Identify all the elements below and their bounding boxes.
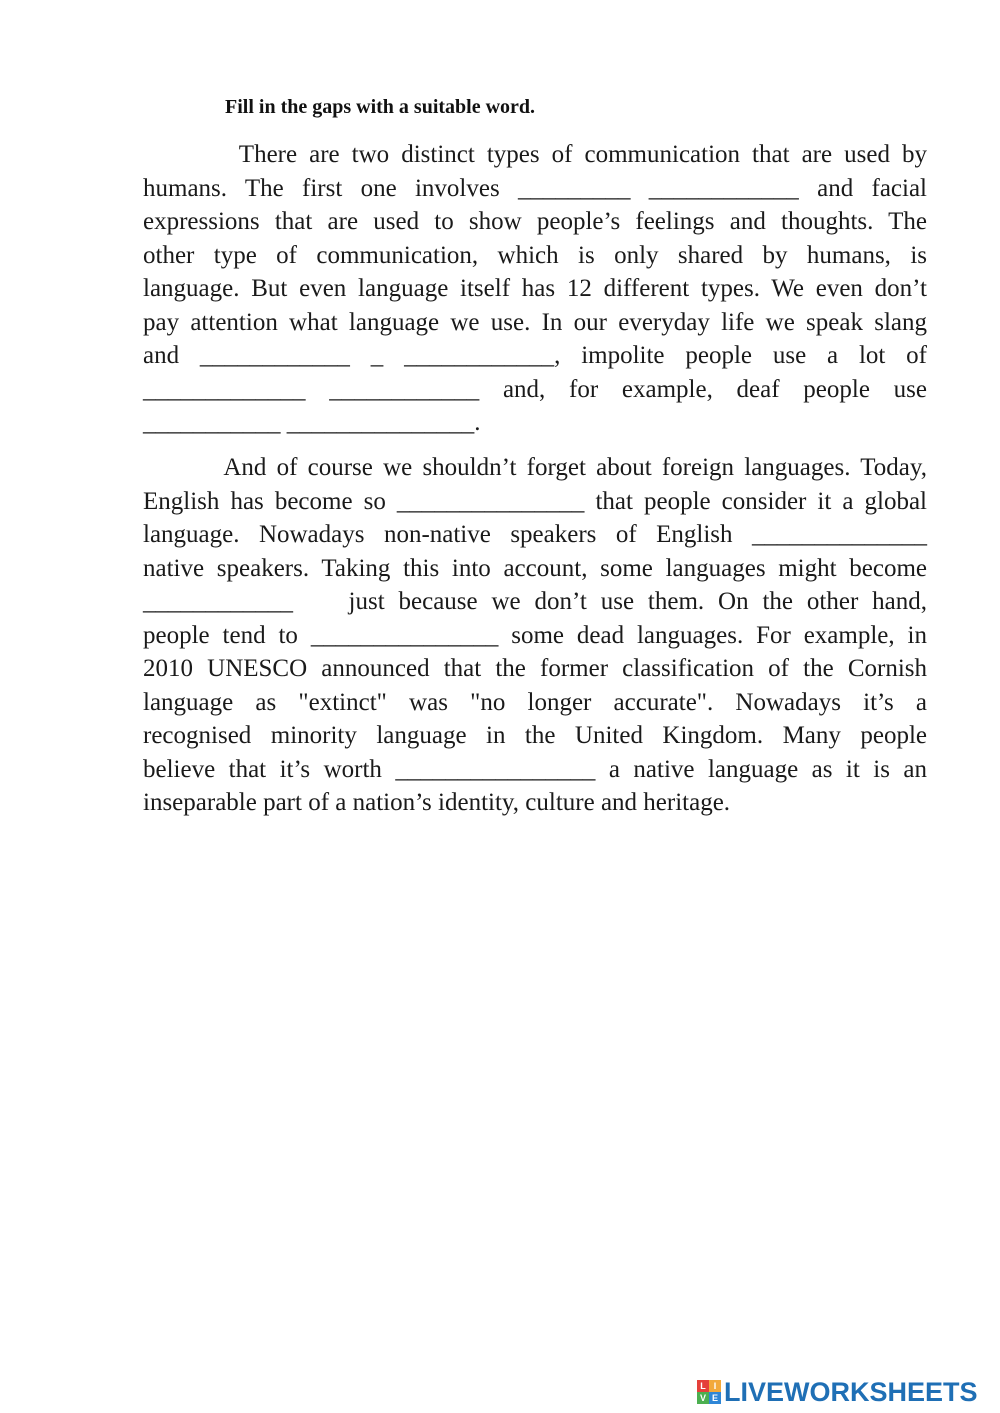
text-line: language. Nowadays non-native speakers of English ______________ [143,521,927,548]
text-line: expressions that are used to show people’s feelings and thoughts. The [143,208,927,235]
logo-letter-e: E [709,1392,721,1404]
text-line: and ____________ _ ____________, impolite people use a lot of [143,342,927,369]
text-line: And of course we shouldn’t forget about foreign languages. Today, [143,454,927,481]
logo-letter-l: L [697,1380,709,1392]
text-line: ___________ _______________. [143,409,481,436]
paragraph-2 [143,451,927,820]
liveworksheets-logo [697,1377,978,1407]
text-line: native speakers. Taking this into account, some languages might become [143,554,927,582]
text-line: language as "extinct" was "no longer accurate". Nowadays it’s a [143,688,927,716]
text-line: 2010 UNESCO announced that the former classification of the Cornish [143,655,927,682]
brand-name: LIVEWORKSHEETS [724,1376,978,1407]
text-line: recognised minority language in the United Kingdom. Many people [143,722,927,749]
text-line: humans. The first one involves _________ ____________ and facial [143,174,927,202]
text-line: language. But even language itself has 12 different types. We even don’t [143,275,927,302]
text-line: English has become so _______________ that people consider it a global [143,487,927,515]
logo-letter-v: V [697,1392,709,1404]
text-line: other type of communication, which is only shared by humans, is [143,241,927,269]
paragraph-1 [143,138,927,440]
logo-letter-i: I [709,1380,721,1392]
text-line: inseparable part of a nation’s identity, culture and heritage. [143,789,731,816]
text-line: _____________ ____________ and, for example, deaf people use [143,375,927,403]
text-line: believe that it’s worth ________________ a native language as it is an [143,755,927,783]
instruction-heading: Fill in the gaps with a suitable word. [225,96,536,118]
text-line: ____________ just because we don’t use them. On the other hand, [143,588,927,615]
liveworksheets-logo-icon [697,1380,721,1404]
text-line: pay attention what language we use. In our everyday life we speak slang [143,308,927,336]
text-line: people tend to _______________ some dead languages. For example, in [143,621,927,649]
text-line: There are two distinct types of communication that are used by [143,141,927,168]
